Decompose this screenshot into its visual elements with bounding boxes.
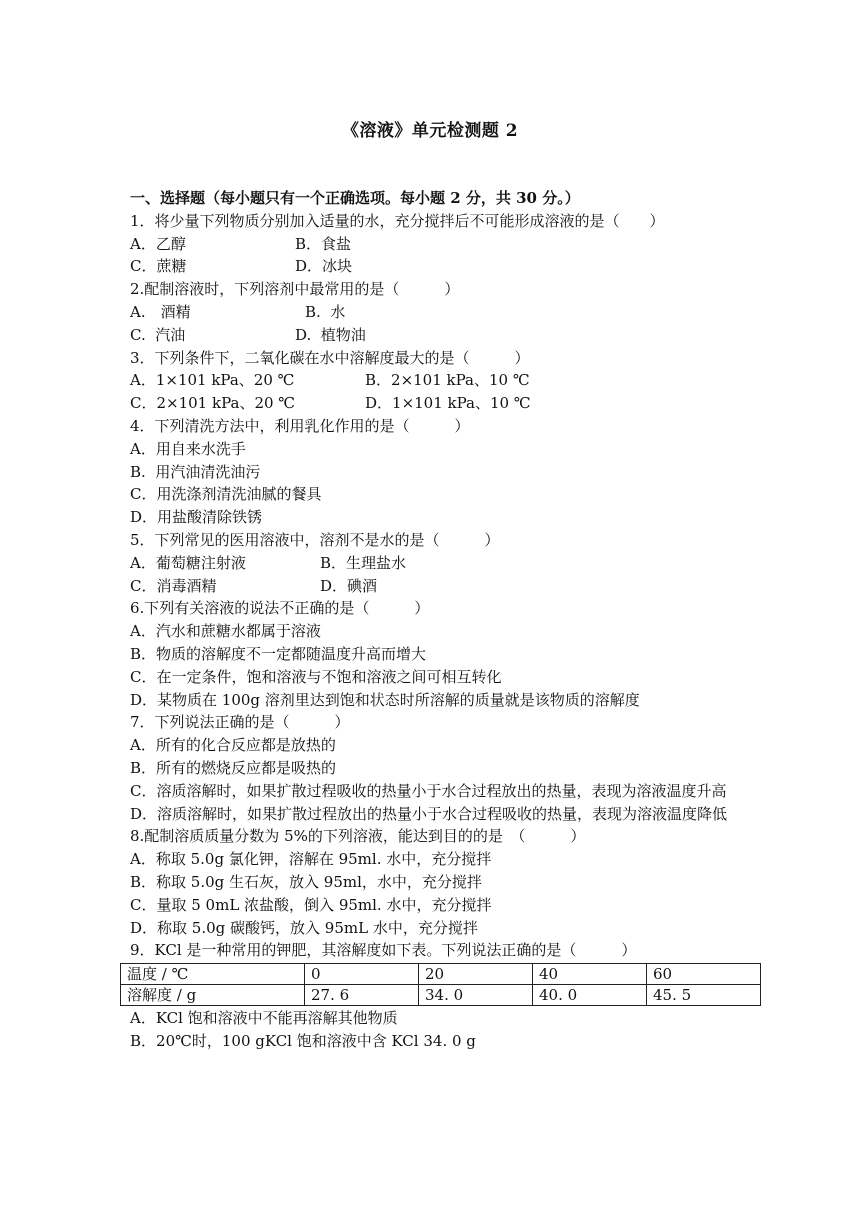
question-8-stem: 8.配制溶质质量分数为 5%的下列溶液，能达到目的的是 （ ） <box>130 827 586 846</box>
question-4-option-a: A．用自来水洗手 <box>130 439 246 458</box>
question-6-option-c: C．在一定条件，饱和溶液与不饱和溶液之间可相互转化 <box>130 667 502 686</box>
table-cell: 0 <box>305 964 419 985</box>
question-3-stem: 3．下列条件下，二氧化碳在水中溶解度最大的是（ ） <box>130 348 530 367</box>
question-9-stem: 9．KCl 是一种常用的钾肥，其溶解度如下表。下列说法正确的是（ ） <box>130 941 637 960</box>
table-header-cell: 温度 / ℃ <box>121 964 305 985</box>
question-3-option-d: D．1×101 kPa、10 ℃ <box>365 394 531 413</box>
question-3-option-c: C．2×101 kPa、20 ℃ <box>130 394 296 413</box>
question-7-option-c: C．溶质溶解时，如果扩散过程吸收的热量小于水合过程放出的热量，表现为溶液温度升高 <box>130 781 727 800</box>
question-3-option-a: A．1×101 kPa、20 ℃ <box>130 371 295 390</box>
question-8-option-d: D．称取 5.0g 碳酸钙，放入 95mL 水中，充分搅拌 <box>130 918 478 937</box>
question-6-option-d: D．某物质在 100g 溶剂里达到饱和状态时所溶解的质量就是该物质的溶解度 <box>130 690 640 709</box>
question-5-option-b: B．生理盐水 <box>320 553 407 572</box>
question-1-options-row-1 <box>130 233 742 256</box>
question-3-options-row-2 <box>130 392 742 415</box>
question-2-stem: 2.配制溶液时，下列溶剂中最常用的是（ ） <box>130 280 460 299</box>
table-cell: 45. 5 <box>647 985 761 1006</box>
table-row <box>121 964 761 985</box>
question-4-option-b: B. 用汽油清洗油污 <box>130 462 261 481</box>
section-heading: 一、选择题（每小题只有一个正确选项。每小题 2 分，共 30 分。） <box>130 189 580 207</box>
question-1-option-c: C．蔗糖 <box>130 257 187 276</box>
table-cell: 40 <box>533 964 647 985</box>
question-4-option-c: C．用洗涤剂清洗油腻的餐具 <box>130 485 322 504</box>
solubility-table <box>120 963 761 1006</box>
question-9-option-a: A．KCl 饱和溶液中不能再溶解其他物质 <box>130 1009 398 1028</box>
question-2-options-row-1 <box>130 301 742 324</box>
question-2-option-d: D. 植物油 <box>295 325 366 344</box>
question-7-option-b: B．所有的燃烧反应都是吸热的 <box>130 758 337 777</box>
question-2-option-c: C. 汽油 <box>130 325 186 344</box>
table-cell: 34. 0 <box>419 985 533 1006</box>
table-cell: 40. 0 <box>533 985 647 1006</box>
question-2-option-a: A. 酒精 <box>130 302 191 321</box>
question-list <box>127 187 742 1053</box>
question-6-option-a: A．汽水和蔗糖水都属于溶液 <box>130 622 321 641</box>
table-cell: 60 <box>647 964 761 985</box>
question-5-options-row-1 <box>130 552 742 575</box>
question-5-options-row-2 <box>130 575 742 598</box>
question-8-option-b: B．称取 5.0g 生石灰，放入 95ml，水中，充分搅拌 <box>130 872 482 891</box>
question-9-option-b: B．20℃时，100 gKCl 饱和溶液中含 KCl 34. 0 g <box>130 1031 476 1050</box>
question-5-stem: 5．下列常见的医用溶液中，溶剂不是水的是（ ） <box>130 530 500 549</box>
question-3-option-b: B．2×101 kPa、10 ℃ <box>365 371 530 390</box>
question-1-option-a: A．乙醇 <box>130 234 186 253</box>
question-1-options-row-2 <box>130 255 742 278</box>
question-7-option-d: D．溶质溶解时，如果扩散过程放出的热量小于水合过程吸收的热量，表现为溶液温度降低 <box>130 804 728 823</box>
question-8-option-a: A．称取 5.0g 氯化钾，溶解在 95ml. 水中，充分搅拌 <box>130 850 492 869</box>
question-2-option-b: B. 水 <box>305 302 346 321</box>
question-1-stem: 1．将少量下列物质分别加入适量的水，充分搅拌后不可能形成溶液的是（ ） <box>130 211 665 230</box>
question-2-options-row-2 <box>130 324 742 347</box>
question-6-stem: 6.下列有关溶液的说法不正确的是（ ） <box>130 599 430 618</box>
question-5-option-d: D．碘酒 <box>320 576 378 595</box>
table-cell: 27. 6 <box>305 985 419 1006</box>
question-1-option-b: B．食盐 <box>295 234 352 253</box>
question-5-option-a: A．葡萄糖注射液 <box>130 553 246 572</box>
question-7-stem: 7．下列说法正确的是（ ） <box>130 713 350 732</box>
page-title: 《溶液》单元检测题 2 <box>341 121 519 141</box>
question-8-option-c: C．量取 5 0mL 浓盐酸，倒入 95ml. 水中，充分搅拌 <box>130 895 492 914</box>
question-7-option-a: A．所有的化合反应都是放热的 <box>130 736 336 755</box>
question-3-options-row-1 <box>130 369 742 392</box>
table-cell: 20 <box>419 964 533 985</box>
question-4-option-d: D．用盐酸清除铁锈 <box>130 508 263 527</box>
question-4-stem: 4．下列清洗方法中，利用乳化作用的是（ ） <box>130 416 470 435</box>
question-6-option-b: B．物质的溶解度不一定都随温度升高而增大 <box>130 644 427 663</box>
question-5-option-c: C．消毒酒精 <box>130 576 217 595</box>
table-header-cell: 溶解度 / g <box>121 985 305 1006</box>
table-row <box>121 985 761 1006</box>
question-1-option-d: D．冰块 <box>295 257 353 276</box>
